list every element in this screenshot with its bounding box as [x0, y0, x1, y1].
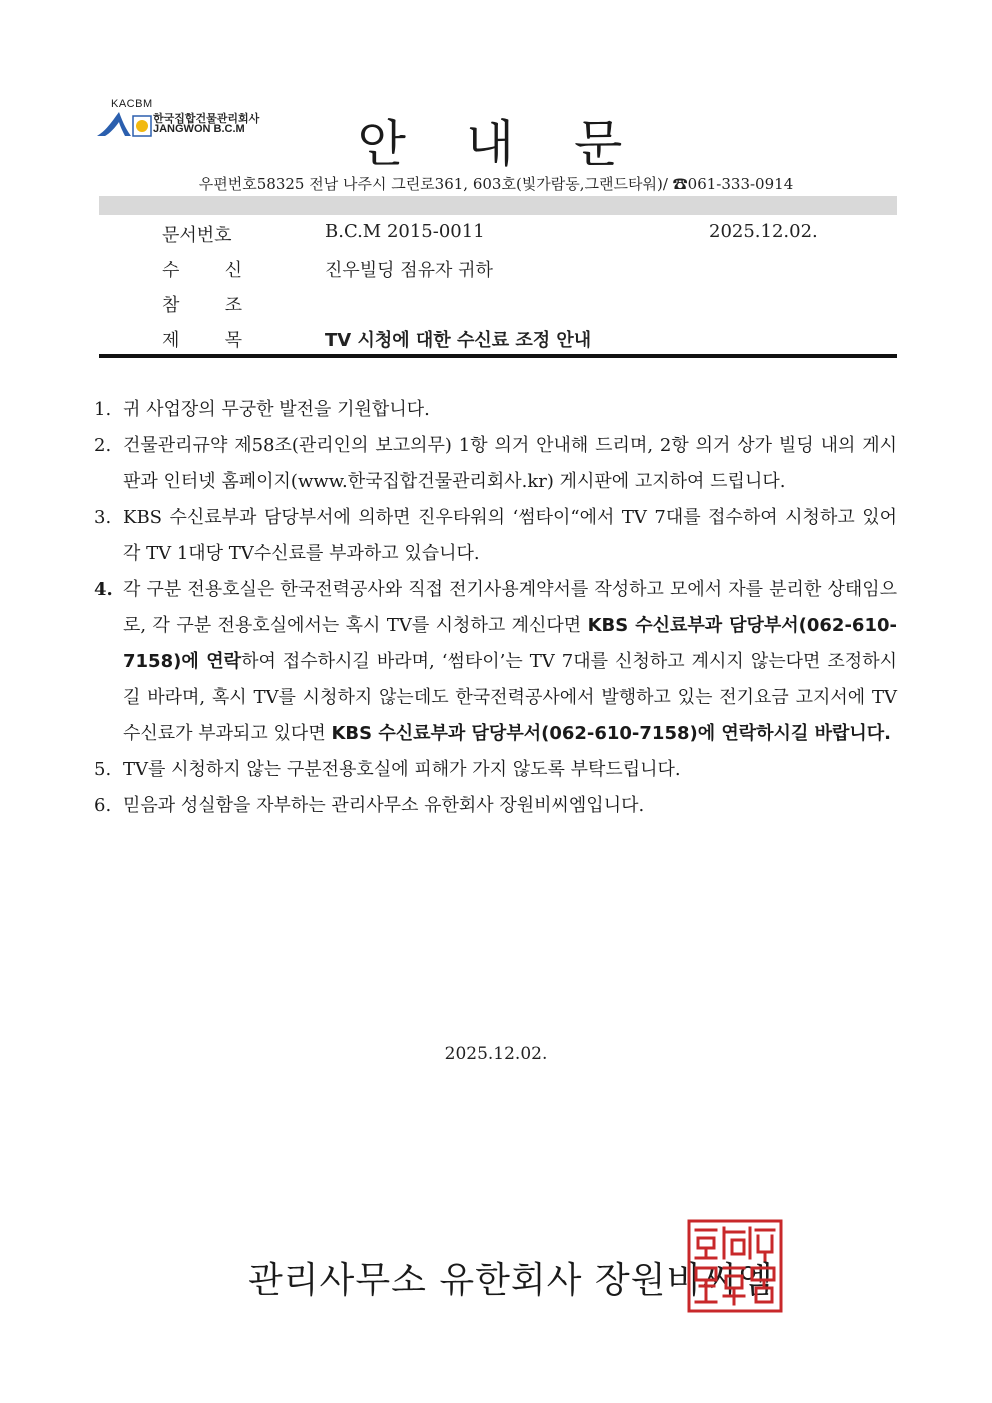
- list-item: [94, 572, 897, 752]
- recipient-label-char-2: 신: [224, 260, 242, 281]
- recipient: 진우빌딩 점유자 귀하: [325, 260, 493, 281]
- item-text-part: 하여 접수하시길 바라며, ‘썸타이’는 TV 7대를 신청하고 계시지 않는다면 조정하시길 바라며, 혹시 TV를 시청하지 않는데도 한국전력공사에서 발행하고 있는 전기요금 고지서에 TV수신료가 부과되고 있다면: [123, 651, 897, 744]
- footer-date: 2025.12.02.: [444, 1044, 548, 1064]
- subject: TV 시청에 대한 수신료 조정 안내: [325, 330, 592, 351]
- header-divider-bar: [99, 196, 897, 215]
- item-text: KBS 수신료부과 담당부서에 의하면 진우타워의 ‘썸타이“에서 TV 7대를 접수하여 시청하고 있어 각 TV 1대당 TV수신료를 부과하고 있습니다.: [123, 507, 897, 564]
- subject-label-char-1: 제: [162, 330, 180, 351]
- item-text: 귀 사업장의 무궁한 발전을 기원합니다.: [123, 399, 430, 420]
- list-item: [94, 392, 897, 428]
- logo-acronym: KACBM: [111, 98, 153, 110]
- company-address: 우편번호58325 전남 나주시 그린로361, 603호(빛가람동,그랜드타워)/ ☎061-333-0914: [198, 175, 794, 193]
- subject-label: [162, 326, 242, 352]
- item-text: [123, 572, 897, 752]
- item-text-bold-contact: KBS 수신료부과 담당부서(062-610-7158)에 연락: [123, 615, 897, 672]
- doc-number: B.C.M 2015-0011: [325, 221, 485, 242]
- red-company-seal-icon: [686, 1218, 784, 1314]
- doc-number-label: 문서번호: [162, 225, 232, 246]
- item-number: 5.: [94, 759, 112, 780]
- item-text: TV를 시청하지 않는 구분전용호실에 피해가 가지 않도록 부탁드립니다.: [123, 759, 681, 780]
- reference-label-char-1: 참: [162, 295, 180, 316]
- list-item: [94, 500, 897, 572]
- recipient-label: [162, 256, 242, 282]
- item-number: 4.: [94, 579, 113, 600]
- subject-label-char-2: 목: [224, 330, 242, 351]
- document-title: 안 내 문: [357, 115, 645, 173]
- item-text: 믿음과 성실함을 자부하는 관리사무소 유한회사 장원비씨엠입니다.: [123, 795, 645, 816]
- notice-body: [94, 392, 897, 824]
- item-text: 건물관리규약 제58조(관리인의 보고의무) 1항 의거 안내해 드리며, 2항 의거 상가 빌딩 내의 게시판과 인터넷 홈페이지(www.한국집합건물관리회사.kr) 게시판에 고지하여 드립니다.: [123, 435, 897, 492]
- list-item: [94, 788, 897, 824]
- list-item: [94, 752, 897, 788]
- logo-company-korean: 한국집합건물관리회사: [153, 112, 260, 125]
- header-rule: [99, 354, 897, 358]
- logo-company-english: JANGWON B.C.M: [153, 123, 245, 135]
- reference-label-char-2: 조: [224, 295, 242, 316]
- item-number: 3.: [94, 507, 112, 528]
- signature: 관리사무소 유한회사 장원비씨엠: [248, 1260, 774, 1301]
- item-number: 6.: [94, 795, 112, 816]
- list-item: [94, 428, 897, 500]
- reference-label: [162, 291, 242, 317]
- item-text-bold-contact: KBS 수신료부과 담당부서(062-610-7158)에 연락하시길 바랍니다.: [331, 723, 891, 744]
- recipient-label-char-1: 수: [162, 260, 180, 281]
- item-text-part: 각 구분 전용호실은 한국전력공사와 직접 전기사용계약서를 작성하고 모에서 자를 분리한 상태임으로, 각 구분 전용호실에서는 혹시 TV를 시청하고 계신다면: [123, 579, 897, 636]
- item-number: 2.: [94, 435, 112, 456]
- doc-date: 2025.12.02.: [709, 221, 818, 242]
- item-number: 1.: [94, 399, 112, 420]
